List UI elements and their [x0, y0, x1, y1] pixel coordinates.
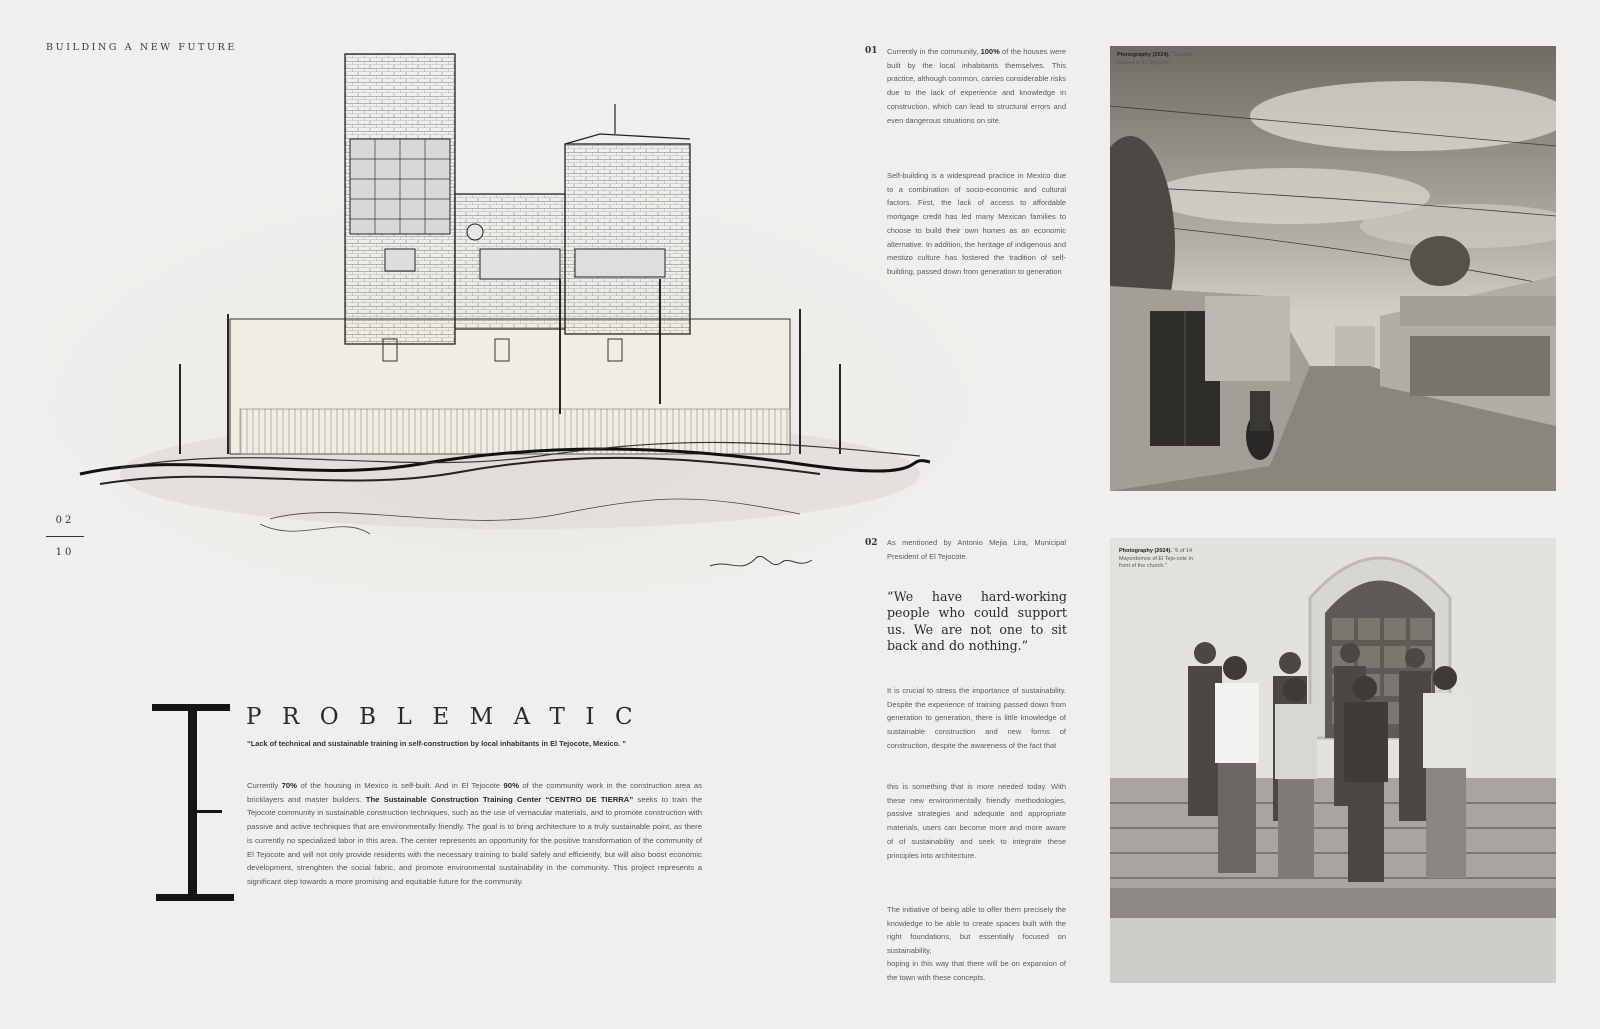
page-number-total: 10 — [55, 547, 75, 558]
decorative-initial-letter — [152, 700, 238, 910]
section-heading: PROBLEMATIC — [246, 704, 654, 730]
point1-paragraph-1: Currently in the community, 100% of the houses were built by the local inhabitants themselves. This practice, although common, carries considerable risks due to the lack of experience and knowledge in construction, which can lead to structural errors and even dangerous situations on site. — [887, 47, 1066, 125]
photo-street-houses — [1110, 46, 1556, 491]
page-number-current: 02 — [55, 515, 75, 526]
mayor-quote: “We have hard-working people who could support us. We are not one to sit back and do nothing.” — [887, 589, 1067, 654]
page-number-divider — [46, 536, 84, 537]
point2-intro: As mentioned by Antonio Mejia Lira, Municipal President of El Tejocote. — [887, 538, 1066, 561]
house-sketch-illustration — [40, 44, 970, 589]
photo2-caption: Photography (2024). “6 of 14 Mayordomos of El Tejo-cote in front of the church.” — [1119, 548, 1193, 569]
point2-paragraph-2: this is something that is more needed today. With these new environmentally friendly methodologies, passive strategies and adequate and appropriate materials, users can become more and more aware of of sustainability and seek to integrate these principles into architecture. — [887, 782, 1066, 860]
point2-paragraph-3: The initiative of being able to offer them precisely the knowledge to be able to create spaces built with the right foundations, but essentially focused on sustainability, — [887, 905, 1066, 956]
point-number-01: 01 — [865, 46, 878, 56]
section-subtitle: “Lack of technical and sustainable training in self-construction by local inhabitants in El Tejocote, Mexico. ” — [247, 739, 626, 748]
point1-paragraph-2: Self-building is a widespread practice in Mexico due to a combination of socio-economic and cultural factors. First, the lack of access to affordable mortgage credit has led many Mexican families to choose to build their own homes as an economic alternative. In addition, the heritage of indigenous and mestizo culture has fostered the tradition of self-building, passed down from generation to generation — [887, 171, 1066, 276]
photo1-caption: Photography (2024). “Current houses in El Tejocote” — [1117, 52, 1192, 66]
point2-paragraph-1: It is crucial to stress the importance of sustainability. Despite the experience of training passed down from generation to generation, there is little knowledge of sustainable construction and new forms of construction, despite the awareness of the fact that — [887, 686, 1066, 750]
section-header: BUILDING A NEW FUTURE — [46, 42, 237, 53]
problematic-body: Currently 70% of the housing in Mexico is self-built. And in El Tejocote 90% of the community work in the construction area as bricklayers and master builders. The Sustainable Construction Training Center “CENTRO DE TIERRA” seeks to train the Tejocote community in sustainable construction techniques, such as the use of vernacular materials, and to promote construction with passive and active techniques that are environmentally friendly. The goal is to bring architecture to a truly sustainable point, as there is currently no specialized labor in this area. The center represents an opportunity for the positive transformation of the community of El Tejocote and will not only provide residents with the necessary training to build safely and efficiently, but will also boost economic development, strenghten the social fabric, and promote environmental sustainability in the community. This project represents a significant step towards a more promising and equitable future for the community. — [247, 781, 702, 886]
photo-mayordomos-church — [1110, 538, 1556, 983]
point2-paragraph-4: hoping in this way that there will be on expansion of the town with these concepts. — [887, 959, 1066, 982]
point-number-02: 02 — [865, 538, 878, 548]
